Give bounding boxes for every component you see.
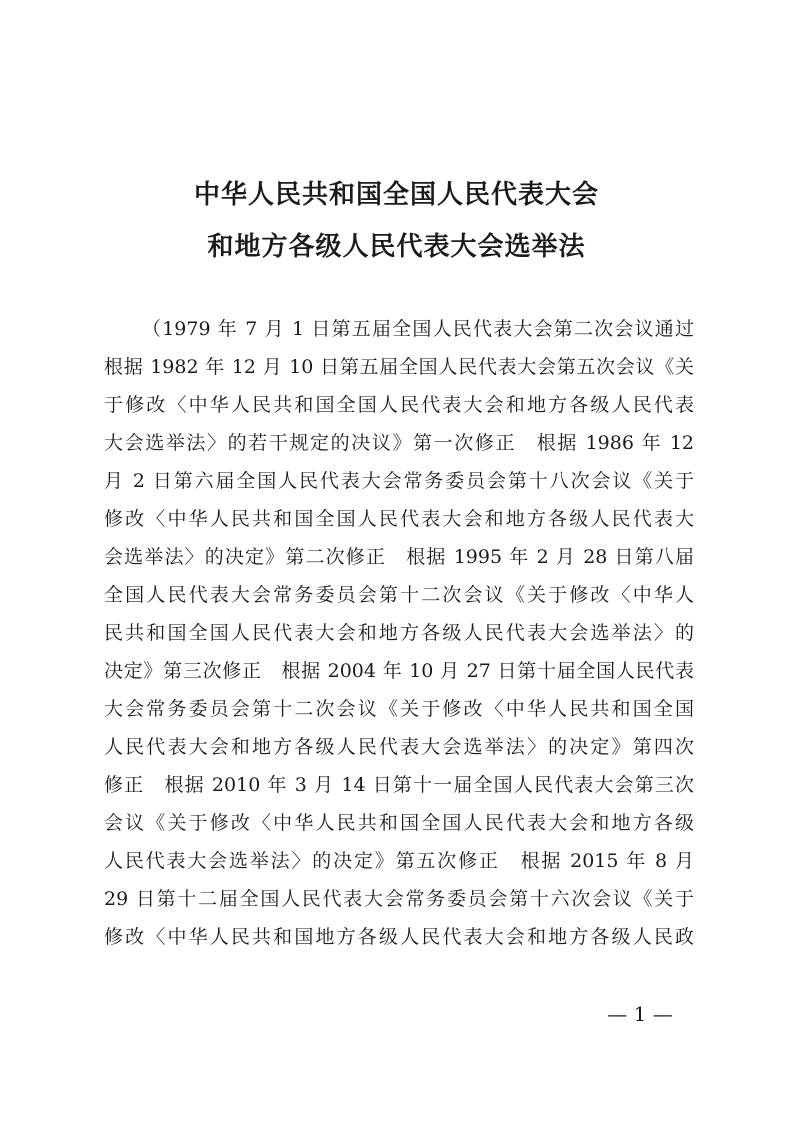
preamble-line: 人民代表大会选举法〉的决定》第五次修正 根据 2015 年 8 月 — [104, 850, 694, 872]
document-title-line-2: 和地方各级人民代表大会选举法 — [207, 232, 586, 262]
preamble-line: 修改〈中华人民共和国地方各级人民代表大会和地方各级人民政 — [104, 926, 694, 948]
preamble-line: 修正 根据 2010 年 3 月 14 日第十一届全国人民代表大会第三次 — [104, 774, 694, 796]
preamble-line: 月 2 日第六届全国人民代表大会常务委员会第十八次会议《关于 — [104, 470, 694, 492]
preamble-line: 于修改〈中华人民共和国全国人民代表大会和地方各级人民代表 — [104, 394, 694, 416]
preamble-line: （1979 年 7 月 1 日第五届全国人民代表大会第二次会议通过 — [142, 318, 694, 340]
preamble-line: 会选举法〉的决定》第二次修正 根据 1995 年 2 月 28 日第八届 — [104, 546, 694, 568]
preamble-line: 民共和国全国人民代表大会和地方各级人民代表大会选举法〉的 — [104, 622, 694, 644]
preamble-line: 人民代表大会和地方各级人民代表大会选举法〉的决定》第四次 — [104, 736, 694, 758]
preamble-line: 大会选举法〉的若干规定的决议》第一次修正 根据 1986 年 12 — [104, 432, 694, 454]
preamble-line: 会议《关于修改〈中华人民共和国全国人民代表大会和地方各级 — [104, 812, 694, 834]
page-number: — 1 — — [607, 1002, 673, 1026]
preamble-line: 29 日第十二届全国人民代表大会常务委员会第十六次会议《关于 — [104, 888, 694, 910]
document-title-line-1: 中华人民共和国全国人民代表大会 — [193, 180, 599, 210]
preamble-line: 大会常务委员会第十二次会议《关于修改〈中华人民共和国全国 — [104, 698, 694, 720]
preamble-line: 根据 1982 年 12 月 10 日第五届全国人民代表大会第五次会议《关 — [104, 356, 694, 378]
preamble-paragraph — [104, 310, 694, 956]
preamble-line: 修改〈中华人民共和国全国人民代表大会和地方各级人民代表大 — [104, 508, 694, 530]
preamble-line: 决定》第三次修正 根据 2004 年 10 月 27 日第十届全国人民代表 — [104, 660, 694, 682]
preamble-line: 全国人民代表大会常务委员会第十二次会议《关于修改〈中华人 — [104, 584, 694, 606]
